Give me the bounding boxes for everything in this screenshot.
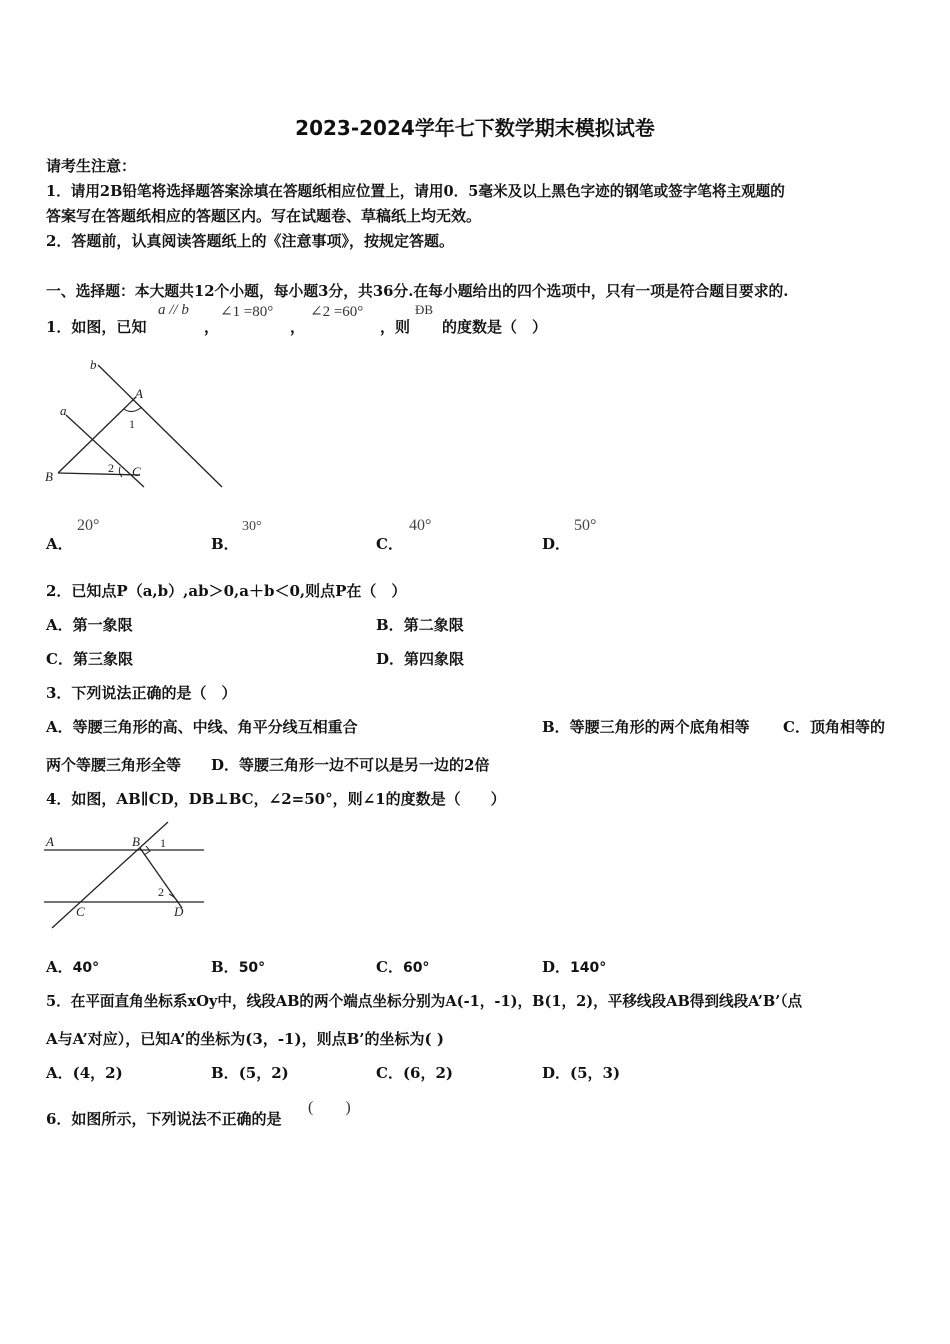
notice-item1-line1: 1．请用2B铅笔将选择题答案涂填在答题纸相应位置上，请用0．5毫米及以上黑色字迹的钢笔或签字笔将主观题的 <box>46 183 785 200</box>
q1-then: ，则 <box>380 318 411 336</box>
q2-option-a-text: 第一象限 <box>72 616 133 634</box>
q1-math-angle1: ∠1 =80° <box>220 304 274 320</box>
q2-option-b[interactable] <box>376 614 464 635</box>
q2-stem: 2．已知点P（a,b）,ab＞0,a＋b＜0,则点P在（ ） <box>46 582 407 600</box>
q5-option-d-text: (5，3) <box>570 1064 621 1082</box>
q3-stem: 3．下列说法正确的是（ ） <box>46 684 237 702</box>
q4-fig-label-C: C <box>76 904 85 919</box>
q4-option-c[interactable] <box>376 956 429 977</box>
q4-option-c-value: 60° <box>402 960 430 976</box>
q1-option-a-letter[interactable]: A． <box>46 535 73 553</box>
q4-option-b-letter: B． <box>211 958 239 976</box>
page-title: 2023-2024学年七下数学期末模拟试卷 <box>295 116 655 140</box>
q4-option-a[interactable] <box>46 956 99 977</box>
q1-option-a-value: 20° <box>77 517 100 534</box>
q4-fig-label-1: 1 <box>160 836 166 850</box>
q1-suffix: 的度数是（ ） <box>442 318 548 336</box>
q1-figure <box>40 355 230 495</box>
notice-heading: 请考生注意： <box>46 157 137 175</box>
q5-option-b[interactable] <box>211 1062 289 1083</box>
q1-fig-label-a: a <box>60 403 67 418</box>
q5-stem-line1: 5．在平面直角坐标系xOy中，线段AB的两个端点坐标分别为A(-1，-1)，B(1，2)，平移线段AB得到线段A’B’（点 <box>46 993 803 1010</box>
q2-option-a-letter: A． <box>46 616 73 634</box>
q4-option-d-letter: D． <box>542 958 571 976</box>
q5-option-a[interactable] <box>46 1062 123 1083</box>
q1-fig-label-2: 2 <box>108 461 114 475</box>
q1-comma1: ， <box>204 318 220 336</box>
q2-option-a[interactable] <box>46 614 133 635</box>
section1-heading: 一、选择题：本大题共12个小题，每小题3分，共36分.在每小题给出的四个选项中，只有一项是符合题目要求的. <box>46 283 789 300</box>
q2-option-c[interactable] <box>46 648 133 669</box>
q6-stem: 6．如图所示，下列说法不正确的是 <box>46 1110 282 1128</box>
q4-fig-label-D: D <box>174 904 184 919</box>
q1-fig-label-b: b <box>90 357 97 372</box>
q2-option-b-text: 第二象限 <box>403 616 464 634</box>
q1-fig-label-1: 1 <box>129 417 135 431</box>
q1-math-angle2: ∠2 =60° <box>310 304 364 320</box>
q1-fig-label-B: B <box>45 469 53 484</box>
q2-option-d[interactable] <box>376 648 464 669</box>
q1-option-b-letter[interactable]: B． <box>211 535 239 553</box>
q1-option-d-letter[interactable]: D． <box>542 535 571 553</box>
q4-option-c-letter: C． <box>376 958 403 976</box>
q4-option-b[interactable] <box>211 956 265 977</box>
q5-option-a-text: (4，2) <box>72 1064 123 1082</box>
q5-option-b-letter: B． <box>211 1064 239 1082</box>
q1-fig-label-A: A <box>135 386 143 401</box>
q1-math-parallel: a // b <box>158 302 189 318</box>
q2-option-d-letter: D． <box>376 650 405 668</box>
q5-option-a-letter: A． <box>46 1064 73 1082</box>
q1-fig-label-C: C <box>132 464 141 479</box>
q4-option-a-letter: A． <box>46 958 73 976</box>
q3-option-d[interactable]: D．等腰三角形一边不可以是另一边的2倍 <box>211 756 490 774</box>
q5-stem-line2: A与A’对应），已知A’的坐标为(3，-1)，则点B’的坐标为( ) <box>46 1030 444 1048</box>
q4-option-a-value: 40° <box>72 960 100 976</box>
q4-fig-label-A: A <box>46 834 54 849</box>
q2-option-b-letter: B． <box>376 616 404 634</box>
q5-option-c-letter: C． <box>376 1064 403 1082</box>
q2-option-c-text: 第三象限 <box>72 650 133 668</box>
q4-stem: 4．如图，AB∥CD，DB⊥BC，∠2=50°，则∠1的度数是（ ） <box>46 790 506 808</box>
q2-option-c-letter: C． <box>46 650 73 668</box>
q1-option-c-value: 40° <box>409 517 432 534</box>
q5-option-d-letter: D． <box>542 1064 571 1082</box>
q2-option-d-text: 第四象限 <box>404 650 465 668</box>
notice-item1-line2: 答案写在答题纸相应的答题区内。写在试题卷、草稿纸上均无效。 <box>46 207 482 225</box>
notice-item2: 2．答题前，认真阅读答题纸上的《注意事项》，按规定答题。 <box>46 232 454 250</box>
q4-option-d[interactable] <box>542 956 606 977</box>
q4-figure <box>40 816 210 934</box>
q4-option-b-value: 50° <box>238 960 266 976</box>
q4-option-d-value: 140° <box>570 960 607 976</box>
q3-option-b[interactable]: B．等腰三角形的两个底角相等 <box>542 718 750 736</box>
q3-option-a[interactable]: A．等腰三角形的高、中线、角平分线互相重合 <box>46 718 358 736</box>
q3-option-c-part2[interactable]: 两个等腰三角形全等 <box>46 756 182 774</box>
q5-option-c-text: (6，2) <box>402 1064 454 1082</box>
q4-fig-label-2: 2 <box>158 885 164 899</box>
q5-option-c[interactable] <box>376 1062 453 1083</box>
q1-option-d-value: 50° <box>574 517 597 534</box>
q3-option-c-part1[interactable]: C．顶角相等的 <box>783 718 885 736</box>
q1-option-b-value: 30° <box>242 519 262 534</box>
q4-fig-label-B: B <box>132 834 140 849</box>
q6-paren: ( ) <box>308 1099 351 1116</box>
q1-comma2: ， <box>290 318 306 336</box>
q1-math-angleB: ÐB <box>415 302 434 317</box>
q5-option-d[interactable] <box>542 1062 620 1083</box>
q1-option-c-letter[interactable]: C． <box>376 535 403 553</box>
q1-prefix: 1．如图，已知 <box>46 318 147 336</box>
q5-option-b-text: (5，2) <box>238 1064 289 1082</box>
